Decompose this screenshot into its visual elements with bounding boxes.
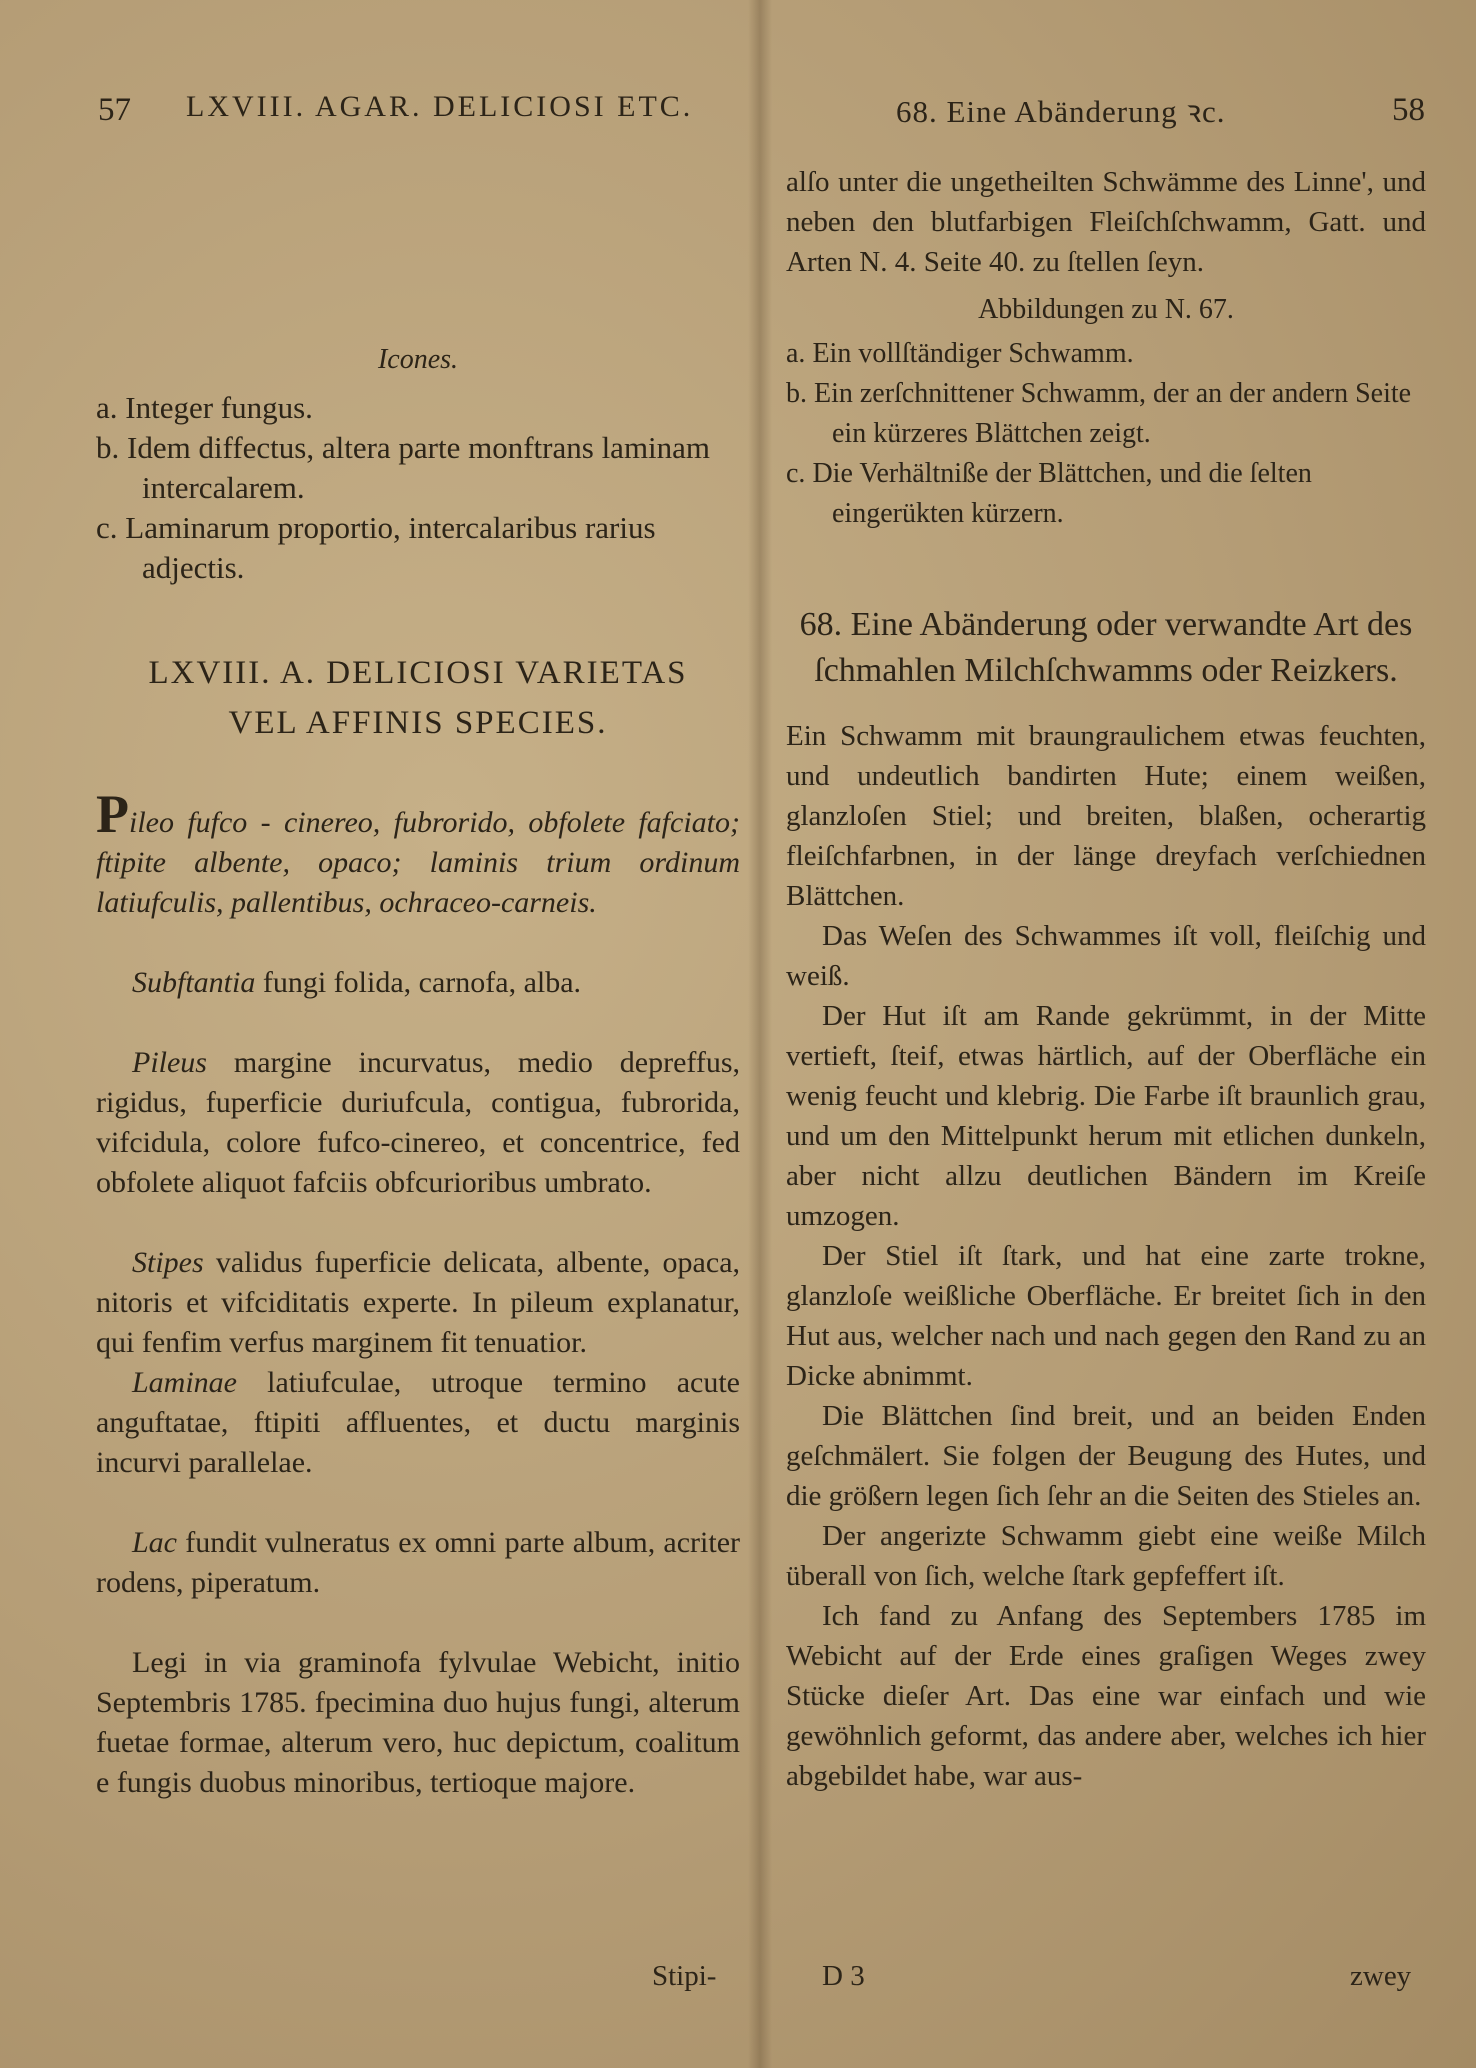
- german-diagnosis: Ein Schwamm mit braungraulichem etwas feuchten, und undeutlich bandirten Hute; einem weißen, glanzloſen Stiel; und breiten, blaßen, ocherartig fleiſchfarbnen, in der länge dreyfach verſchiednen Blättchen.: [786, 720, 1426, 912]
- section-title-left: LXVIII. A. DELICIOSI VARIETAS VEL AFFINIS SPECIES.: [148, 655, 688, 741]
- signature-mark: D 3: [822, 1960, 865, 1992]
- icones-caption: Icones.: [377, 344, 459, 375]
- catchword-right: zwey: [1350, 1960, 1412, 1992]
- intro-paragraph: alſo unter die ungetheilten Schwämme des Linne', und neben den blutfarbigen Fleiſchſchwamm, Gatt. und Arten N. 4. Seite 40. zu ſtellen ſeyn.: [786, 166, 1426, 278]
- wesen-paragraph: Das Weſen des Schwammes iſt voll, fleiſchig und weiß.: [786, 920, 1426, 992]
- blaettchen-paragraph: Die Blättchen ſind breit, und an beiden Enden geſchmälert. Sie folgen der Beugung des Hutes, und die größern legen ſich ſehr an die Seiten des Stieles an.: [786, 1400, 1426, 1512]
- catchword-left: Stipi-: [652, 1960, 717, 1992]
- fund-paragraph: Ich fand zu Anfang des Septembers 1785 im Webicht auf der Erde eines graſigen Weges zwey Stücke dieſer Art. Das eine war einfach und wie gewöhnlich geformt, das andere aber, welches ich hier abgebildet habe, war aus-: [786, 1600, 1426, 1792]
- hut-paragraph: Der Hut iſt am Rande gekrümmt, in der Mitte vertieft, ſteif, etwas härtlich, auf der Oberfläche ein wenig feucht und klebrig. Die Farbe iſt braunlich grau, und um den Mittelpunkt herum mit etlichen dunkeln, aber nicht allzu deutlichen Bändern im Kreiſe umzogen.: [786, 1000, 1426, 1232]
- right-column: [786, 162, 1426, 1796]
- milch-paragraph: Der angerizte Schwamm giebt eine weiße Milch überall von ſich, welche ſtark gepfeffert iſt.: [786, 1520, 1426, 1592]
- left-column: [96, 340, 740, 1803]
- latin-diagnosis: Pileo fufco - cinereo, fubrorido, obfolete fafciato; ftipite albente, opaco; laminis trium ordinum latiufculis, pallentibus, ochraceo-carneis.: [96, 784, 740, 919]
- icones-list: [96, 388, 740, 588]
- page-number-right: 58: [1392, 92, 1425, 128]
- laminae-paragraph: Laminae latiufculae, utroque termino acute anguftatae, ftipiti affluentes, et ductu marginis incurvi parallelae.: [96, 1366, 740, 1479]
- stipes-paragraph: Stipes validus fuperficie delicata, albente, opaca, nitoris et vifciditatis experte. In pileum explanatur, qui fenfim verfus marginem fit tenuatior.: [96, 1246, 741, 1359]
- running-head-left: LXVIII. AGAR. DELICIOSI ETC.: [186, 90, 694, 123]
- substantia-paragraph: Subftantia fungi folida, carnofa, alba.: [132, 966, 582, 999]
- legi-paragraph: Legi in via graminofa fylvulae Webicht, initio Septembris 1785. fpecimina duo hujus fungi, alterum fuetae formae, alterum vero, huc depictum, coalitum e fungis duobus minoribus, tertioque majore.: [96, 1646, 740, 1799]
- list-item: c. Die Verhältniße der Blättchen, und die ſelten eingerükten kürzern.: [786, 458, 1312, 529]
- list-item: a. Ein vollſtändiger Schwamm.: [786, 338, 1134, 369]
- pileus-paragraph: Pileus margine incurvatus, medio depreffus, rigidus, fuperficie duriufcula, contigua, fubrorida, vifcidula, colore fufco-cinereo, et concentrice, fed obfolete aliquot fafciis obfcurioribus umbrato.: [96, 1046, 740, 1199]
- section-title-right: 68. Eine Abänderung oder verwandte Art des ſchmahlen Milchſchwamms oder Reizkers.: [799, 606, 1413, 689]
- abbildungen-list: [786, 334, 1426, 534]
- page-number-left: 57: [98, 92, 131, 128]
- lac-paragraph: Lac fundit vulneratus ex omni parte album, acriter rodens, piperatum.: [96, 1526, 741, 1599]
- running-head-right: 68. Eine Abänderung ꝛc.: [896, 94, 1226, 129]
- stiel-paragraph: Der Stiel iſt ſtark, und hat eine zarte trokne, glanzloſe weißliche Oberfläche. Er breitet ſich in den Hut aus, welcher nach und nach gegen den Rand zu an Dicke abnimmt.: [786, 1240, 1426, 1392]
- abbildungen-caption: Abbildungen zu N. 67.: [978, 294, 1234, 325]
- list-item: b. Idem diffectus, altera parte monftrans laminam intercalarem.: [96, 430, 711, 505]
- list-item: a. Integer fungus.: [96, 390, 313, 425]
- list-item: b. Ein zerſchnittener Schwamm, der an der andern Seite ein kürzeres Blättchen zeigt.: [786, 378, 1412, 449]
- right-page: [760, 0, 1476, 2068]
- drop-initial: P: [96, 784, 129, 844]
- list-item: c. Laminarum proportio, intercalaribus rarius adjectis.: [96, 510, 656, 585]
